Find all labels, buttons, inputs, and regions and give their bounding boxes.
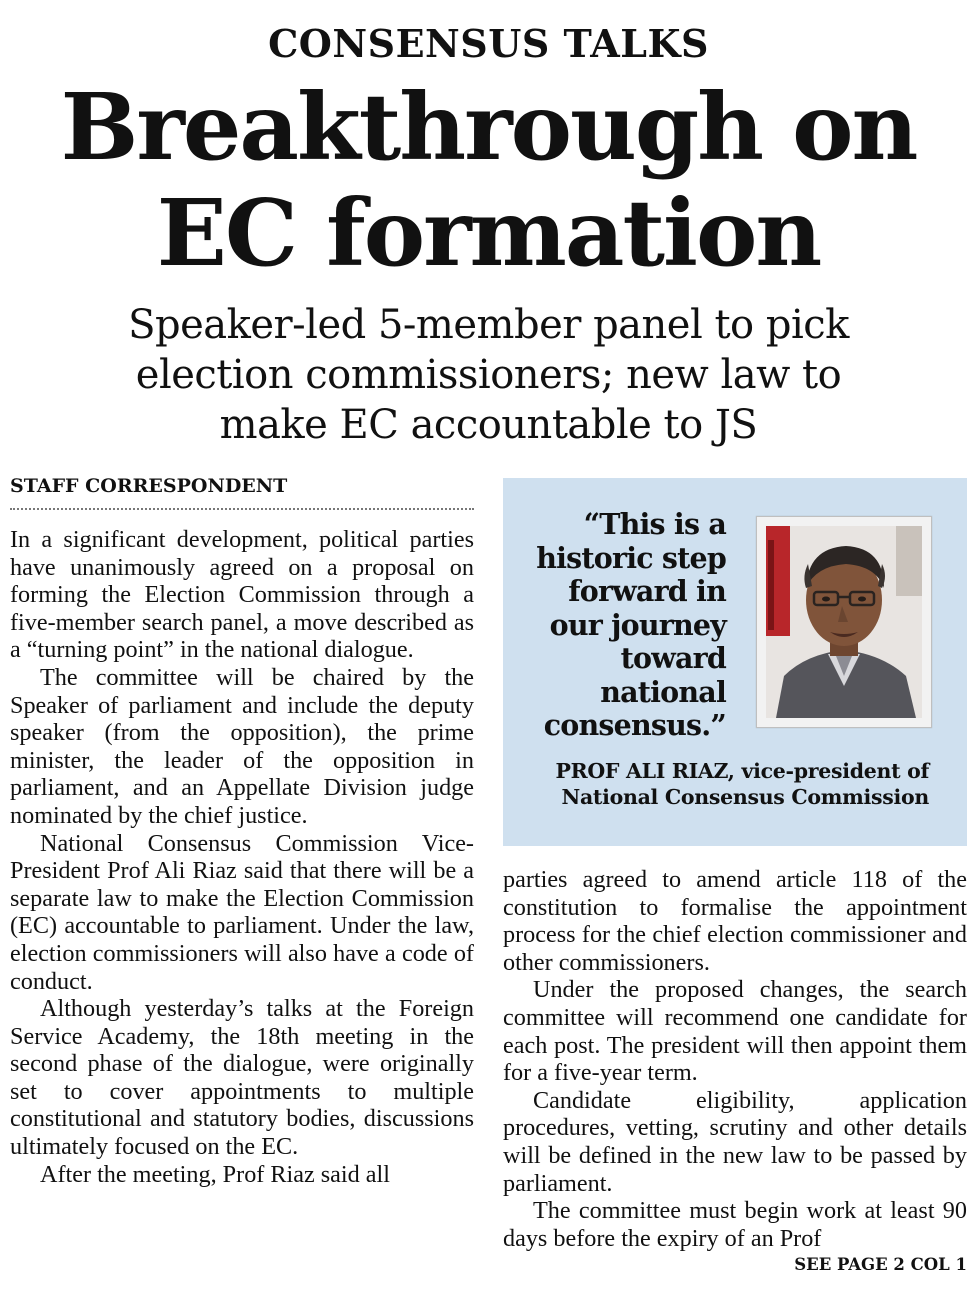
paragraph: Under the proposed changes, the search committee will recommend one candidate for each post. The president will then appoint them for a five-year term. [503, 976, 967, 1087]
article-column-right [503, 866, 967, 1252]
paragraph: Candidate eligibility, application procedures, vetting, scrutiny and other details will be defined in the new law to be passed by parliament. [503, 1086, 967, 1197]
paragraph: National Consensus Commission Vice-President Prof Ali Riaz said that there will be a separate law to make the Election Commission (EC) accountable to parliament. Under the law, election commissioners will also have a code of conduct. [10, 829, 474, 995]
quote-attribution [513, 758, 929, 810]
headline-line: EC formation [156, 179, 821, 287]
paragraph: After the meeting, Prof Riaz said all [40, 1160, 390, 1188]
subhead-line: Speaker-led 5-member panel to pick [128, 302, 849, 348]
headline [0, 74, 977, 286]
attribution-line: PROF ALI RIAZ, vice-president of [555, 759, 929, 783]
pull-quote-text [523, 508, 726, 743]
pull-quote-box [503, 478, 967, 846]
speaker-portrait-photo [756, 516, 932, 728]
paragraph: The committee must begin work at least 90 days before the expiry of an Prof [503, 1197, 967, 1252]
quote-line: consensus.” [543, 708, 726, 742]
quote-line: “This is a [583, 507, 726, 541]
subhead-line: election commissioners; new law to [135, 352, 842, 398]
subheadline [60, 300, 917, 450]
quote-line: toward [620, 641, 726, 675]
headline-line: Breakthrough on [60, 73, 917, 181]
paragraph: The committee will be chaired by the Speaker of parliament and include the deputy speaker (from the opposition), the prime minister, the leader of the opposition in parliament, and an Appellate Division judge nominated by the chief justice. [10, 663, 474, 829]
kicker: CONSENSUS TALKS [268, 21, 709, 66]
byline: STAFF CORRESPONDENT [10, 474, 474, 510]
paragraph: parties agreed to amend article 118 of the constitution to formalise the appointment process for the chief election commissioner and other commissioners. [503, 866, 967, 976]
article-column-left [10, 526, 474, 1188]
portrait-image [766, 526, 922, 718]
paragraph: In a significant development, political parties have unanimously agreed on a proposal on forming the Election Commission through a five-member search panel, a move described as a “turning point” in the national dialogue. [10, 526, 474, 664]
quote-line: forward in [568, 574, 726, 608]
quote-line: national [600, 674, 726, 709]
quote-line: historic step [536, 540, 726, 575]
subhead-line: make EC accountable to JS [219, 402, 758, 448]
quote-line: our journey [549, 607, 726, 642]
paragraph: Although yesterday’s talks at the Foreign Service Academy, the 18th meeting in the second phase of the dialogue, were originally set to cover appointments to multiple constitutional and statutory bodies, discussions ultimately focused on the EC. [10, 995, 474, 1161]
continued-jump-line: SEE PAGE 2 COL 1 [794, 1255, 967, 1274]
attribution-line: National Consensus Commission [561, 785, 929, 809]
